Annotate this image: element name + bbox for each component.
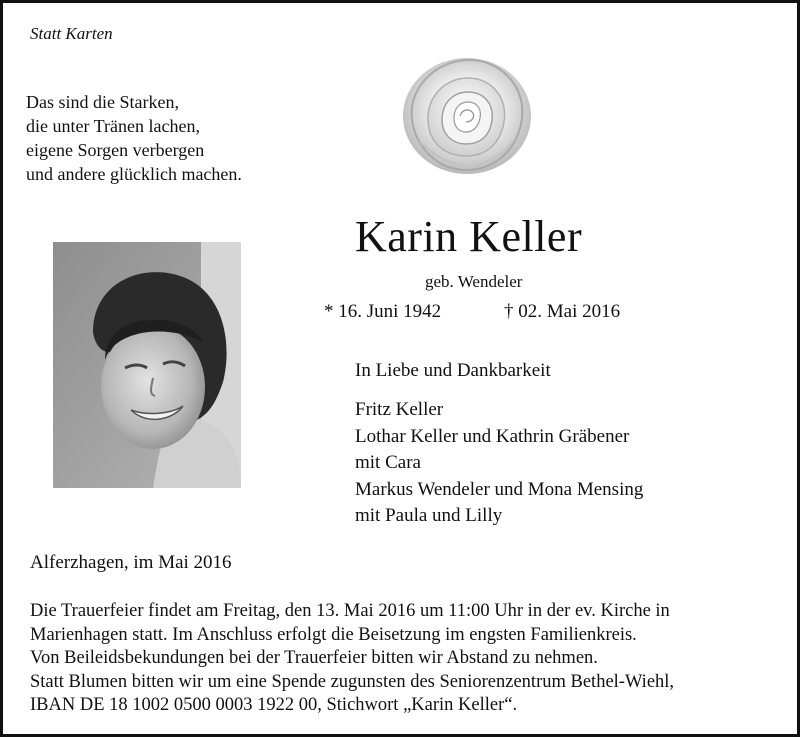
poem xyxy=(26,90,242,186)
announcement-line: Statt Blumen bitten wir um eine Spende zugunsten des Seniorenzentrum Bethel-Wiehl, xyxy=(30,671,675,692)
header-note: Statt Karten xyxy=(30,24,113,43)
family-member: mit Paula und Lilly xyxy=(355,505,503,526)
portrait-photo xyxy=(53,242,241,488)
poem-line: und andere glücklich machen. xyxy=(26,164,242,184)
funeral-announcement xyxy=(30,600,674,718)
family-member: Fritz Keller xyxy=(355,399,444,420)
deceased-name: Karin Keller xyxy=(355,212,583,261)
mourning-line: In Liebe und Dankbarkeit xyxy=(355,360,551,381)
death-date: † 02. Mai 2016 xyxy=(504,301,621,322)
life-dates xyxy=(324,301,621,323)
announcement-line: Von Beileidsbekundungen bei der Trauerfeier bitten wir Abstand zu nehmen. xyxy=(30,648,598,668)
poem-line: Das sind die Starken, xyxy=(26,92,179,112)
birth-date: * 16. Juni 1942 xyxy=(324,301,442,322)
family-member: Markus Wendeler und Mona Mensing xyxy=(355,478,644,500)
poem-line: eigene Sorgen verbergen xyxy=(26,140,205,160)
rose-icon xyxy=(398,50,536,178)
family-member: Lothar Keller und Kathrin Gräbener xyxy=(355,425,630,447)
poem-line: die unter Tränen lachen, xyxy=(26,116,200,136)
announcement-line: IBAN DE 18 1002 0500 0003 1922 00, Stichwort „Karin Keller“. xyxy=(30,695,518,715)
place-date: Alferzhagen, im Mai 2016 xyxy=(30,552,232,573)
maiden-name: geb. Wendeler xyxy=(425,272,523,291)
family-list xyxy=(355,397,643,530)
family-member: mit Cara xyxy=(355,452,421,473)
announcement-line: Die Trauerfeier findet am Freitag, den 13. Mai 2016 um 11:00 Uhr in der ev. Kirche in xyxy=(30,601,670,621)
announcement-line: Marienhagen statt. Im Anschluss erfolgt die Beisetzung im engsten Familienkreis. xyxy=(30,624,637,645)
